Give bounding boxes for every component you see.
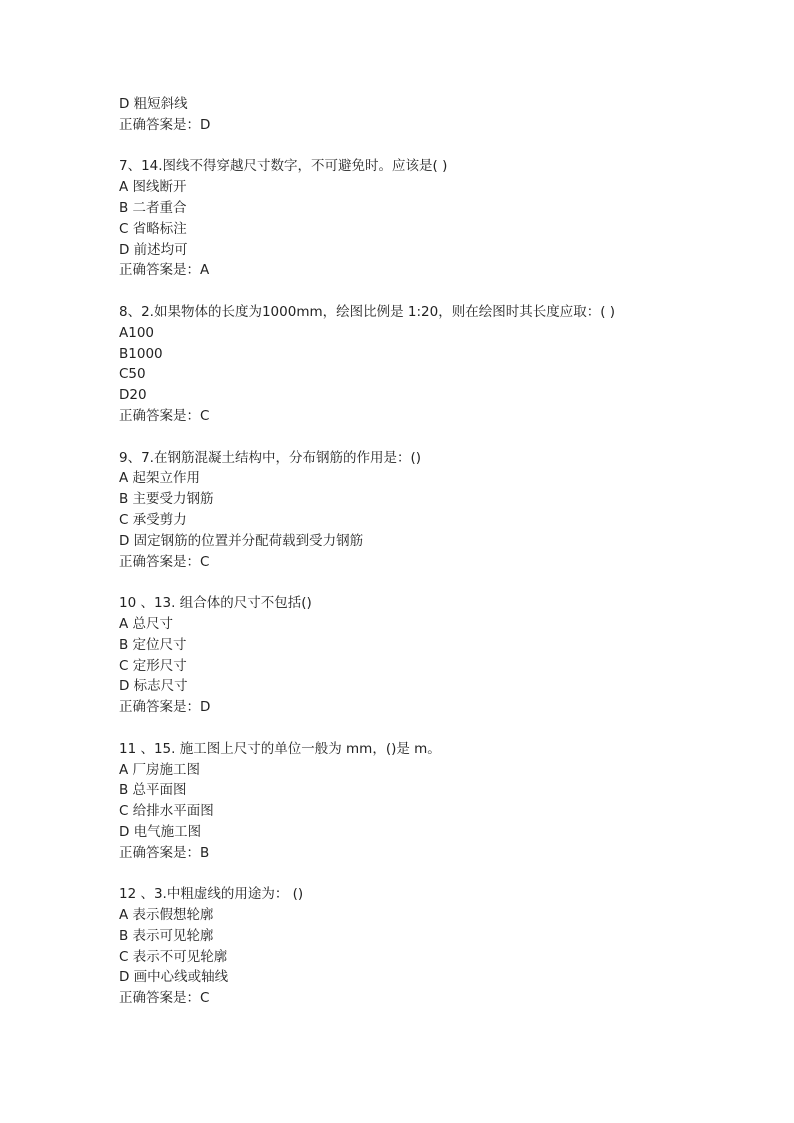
option-a: A 总尺寸: [119, 615, 174, 632]
option-a: A 起架立作用: [119, 470, 201, 487]
answer-line: 正确答案是：A: [119, 262, 210, 279]
question-block-10: [119, 593, 719, 718]
option-d: D 画中心线或轴线: [119, 969, 229, 986]
answer-line: 正确答案是：D: [119, 699, 211, 716]
option-d: D 前述均可: [119, 241, 188, 258]
option-d: D 固定钢筋的位置并分配荷载到受力钢筋: [119, 532, 364, 549]
question-block-12: [119, 884, 719, 1009]
question-block-9: [119, 448, 719, 573]
answer-line: 正确答案是：B: [119, 844, 210, 861]
question-block-8: [119, 302, 719, 427]
option-b: B 定位尺寸: [119, 636, 187, 653]
answer-line: 正确答案是：C: [119, 553, 210, 570]
blank-line: [119, 572, 719, 593]
option-b: B 主要受力钢筋: [119, 491, 214, 508]
answer-line: 正确答案是：C: [119, 990, 210, 1007]
blank-line: [119, 136, 719, 157]
question-text: 8、2.如果物体的长度为1000mm，绘图比例是 1:20，则在绘图时其长度应取：( ): [119, 303, 616, 320]
option-c: C 给排水平面图: [119, 803, 214, 820]
answer-line: 正确答案是：C: [119, 407, 210, 424]
question-text: 7、14.图线不得穿越尺寸数字，不可避免时。应该是( ): [119, 158, 448, 175]
option-c: C 省略标注: [119, 220, 187, 237]
blank-line: [119, 863, 719, 884]
document-page: [119, 94, 719, 1009]
question-text: 12 、3.中粗虚线的用途为： (): [119, 886, 304, 903]
question-fragment: [119, 94, 719, 136]
option-a: A 表示假想轮廓: [119, 907, 214, 924]
option-a: A 厂房施工图: [119, 761, 201, 778]
option-c: C 定形尺寸: [119, 657, 187, 674]
option-c: C 承受剪力: [119, 511, 187, 528]
question-text: 10 、13. 组合体的尺寸不包括(): [119, 595, 312, 612]
option-d: D 粗短斜线: [119, 96, 188, 112]
option-b: B 表示可见轮廓: [119, 927, 214, 944]
option-c: C50: [119, 366, 146, 383]
question-text: 11 、15. 施工图上尺寸的单位一般为 mm，()是 m。: [119, 740, 441, 757]
question-block-7: [119, 156, 719, 281]
blank-line: [119, 427, 719, 448]
answer-line: 正确答案是：D: [119, 116, 211, 133]
option-a: A100: [119, 324, 155, 341]
option-a: A 图线断开: [119, 179, 187, 196]
option-c: C 表示不可见轮廓: [119, 948, 228, 965]
option-d: D 电气施工图: [119, 823, 202, 840]
question-block-11: [119, 739, 719, 864]
question-text: 9、7.在钢筋混凝土结构中，分布钢筋的作用是：(): [119, 449, 422, 466]
option-d: D20: [119, 387, 147, 404]
blank-line: [119, 281, 719, 302]
blank-line: [119, 718, 719, 739]
option-b: B1000: [119, 345, 163, 362]
option-b: B 总平面图: [119, 782, 187, 799]
option-b: B 二者重合: [119, 199, 187, 216]
option-d: D 标志尺寸: [119, 678, 188, 695]
